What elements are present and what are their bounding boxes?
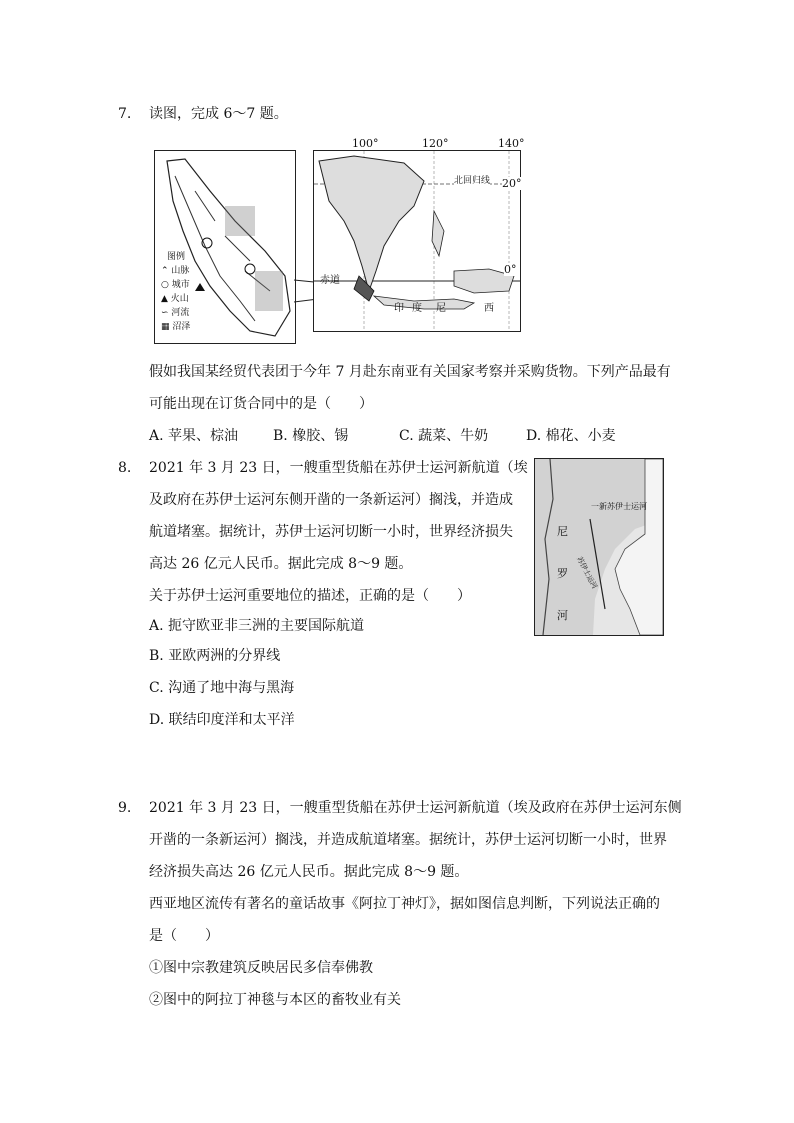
legend-swamp-label: 沼泽 (172, 322, 191, 332)
nile-char-1: 尼 (557, 525, 568, 538)
q7-option-a: A. 苹果、棕油 (149, 428, 239, 444)
lat-20-label: 20° (502, 177, 522, 190)
q9-line-6: ①图中宗教建筑反映居民多信奉佛教 (149, 960, 373, 976)
q9-line-7: ②图中的阿拉丁神毯与本区的畜牧业有关 (149, 992, 401, 1008)
region-label-b: 度 (412, 303, 422, 314)
q9-line-5: 是（ ） (149, 928, 219, 944)
legend-river-label: 河流 (171, 308, 190, 318)
legend-city-label: 城市 (171, 280, 190, 290)
q8-line-5: 关于苏伊士运河重要地位的描述，正确的是（ ） (149, 588, 471, 604)
q7-number: 7. (118, 106, 132, 122)
suez-side-label: 苏伊士运河 (575, 555, 599, 591)
suez-canal-map (534, 458, 664, 636)
q9-number: 9. (118, 800, 132, 816)
lon-120-label: 120° (422, 137, 449, 150)
legend-volcano-label: 火山 (170, 294, 189, 304)
q8-option-a: A. 扼守欧亚非三洲的主要国际航道 (149, 618, 365, 634)
legend-volcano: ▲ 火山 (161, 294, 189, 304)
q7-option-d: D. 棉花、小麦 (526, 428, 616, 444)
legend-mountain: ⌃ 山脉 (161, 266, 190, 276)
southeast-asia-map (313, 137, 525, 332)
lon-140-label: 140° (498, 137, 525, 150)
q8-option-d: D. 联结印度洋和太平洋 (149, 712, 295, 728)
new-canal-label: 一新苏伊士运河 (591, 502, 647, 511)
sumatra-map (154, 150, 296, 344)
suez-canal-map-graphic (535, 459, 663, 635)
legend-river: ∽ 河流 (161, 308, 190, 318)
legend-swamp: ▦ 沼泽 (161, 322, 191, 332)
tropic-label: 北回归线 (454, 173, 490, 186)
legend-title: 图例 (167, 252, 186, 262)
q7-question-line2: 可能出现在订货合同中的是（ ） (149, 396, 373, 412)
q8-option-c: C. 沟通了地中海与黑海 (149, 680, 295, 696)
q7-question-line1: 假如我国某经贸代表团于今年 7 月赴东南亚有关国家考察并采购货物。下列产品最有 (149, 364, 671, 380)
region-label-c: 尼 (436, 303, 446, 314)
q9-line-3: 经济损失高达 26 亿元人民币。据此完成 8～9 题。 (149, 864, 469, 880)
q9-line-4: 西亚地区流传有著名的童话故事《阿拉丁神灯》，据如图信息判断，下列说法正确的 (149, 896, 660, 912)
q8-line-2: 及政府在苏伊士运河东侧开凿的一条新运河）搁浅，并造成 (149, 492, 513, 508)
legend-city: ○ 城市 (161, 280, 190, 290)
lon-100-label: 100° (352, 137, 379, 150)
region-label-a: 印 (394, 303, 404, 314)
q8-line-1: 2021 年 3 月 23 日，一艘重型货船在苏伊士运河新航道（埃 (149, 460, 528, 476)
q7-option-c: C. 蔬菜、牛奶 (399, 428, 489, 444)
equator-label: 赤道 (320, 275, 340, 286)
q9-line-1: 2021 年 3 月 23 日，一艘重型货船在苏伊士运河新航道（埃及政府在苏伊士运河东侧 (149, 800, 682, 816)
legend-mountain-label: 山脉 (171, 266, 190, 276)
lat-0-label: 0° (504, 263, 517, 276)
region-label-d: 西 (484, 303, 494, 314)
q7-option-b: B. 橡胶、锡 (273, 428, 349, 444)
q8-line-3: 航道堵塞。据统计，苏伊士运河切断一小时，世界经济损失 (149, 524, 513, 540)
q7-stem: 读图，完成 6～7 题。 (149, 106, 288, 122)
nile-char-2: 罗 (557, 567, 568, 580)
q8-number: 8. (118, 460, 132, 476)
q9-line-2: 开凿的一条新运河）搁浅，并造成航道堵塞。据统计，苏伊士运河切断一小时，世界 (149, 832, 667, 848)
q8-option-b: B. 亚欧两洲的分界线 (149, 648, 281, 664)
q8-line-4: 高达 26 亿元人民币。据此完成 8～9 题。 (149, 556, 413, 572)
nile-char-3: 河 (557, 609, 568, 622)
